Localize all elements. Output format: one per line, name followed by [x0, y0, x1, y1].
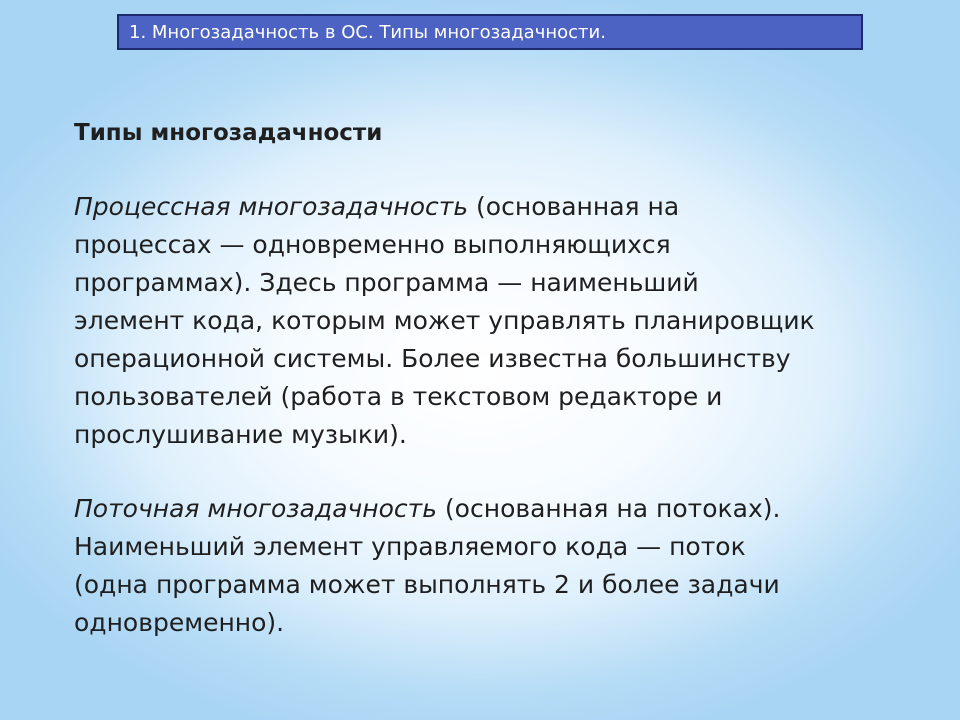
slide-header-bar: [117, 14, 863, 50]
paragraph-line: одновременно).: [74, 608, 285, 637]
paragraph-thread-multitasking: [74, 490, 934, 642]
term-process-multitasking: Процессная многозадачность: [74, 192, 469, 221]
paragraph-line: [74, 490, 934, 528]
section-heading: Типы многозадачности: [74, 120, 383, 146]
slide-header-title: 1. Многозадачность в ОС. Типы многозадачности.: [129, 22, 606, 43]
paragraph-process-multitasking: [74, 188, 934, 454]
paragraph-line: программах). Здесь программа — наименьший: [74, 268, 699, 297]
paragraph-line: процессах — одновременно выполняющихся: [74, 230, 671, 259]
paragraph-line-text: (основанная на: [468, 192, 680, 221]
paragraph-line: операционной системы. Более известна большинству: [74, 344, 791, 373]
paragraph-line: [74, 188, 934, 226]
paragraph-line-text: (основанная на потоках).: [436, 494, 781, 523]
paragraph-line: Наименьший элемент управляемого кода — поток: [74, 532, 746, 561]
slide-content: [74, 118, 934, 642]
paragraph-line: прослушивание музыки).: [74, 420, 407, 449]
paragraph-line: (одна программа может выполнять 2 и более задачи: [74, 570, 780, 599]
paragraph-line: элемент кода, которым может управлять планировщик: [74, 306, 815, 335]
paragraph-line: пользователей (работа в текстовом редакторе и: [74, 382, 723, 411]
term-thread-multitasking: Поточная многозадачность: [74, 494, 437, 523]
